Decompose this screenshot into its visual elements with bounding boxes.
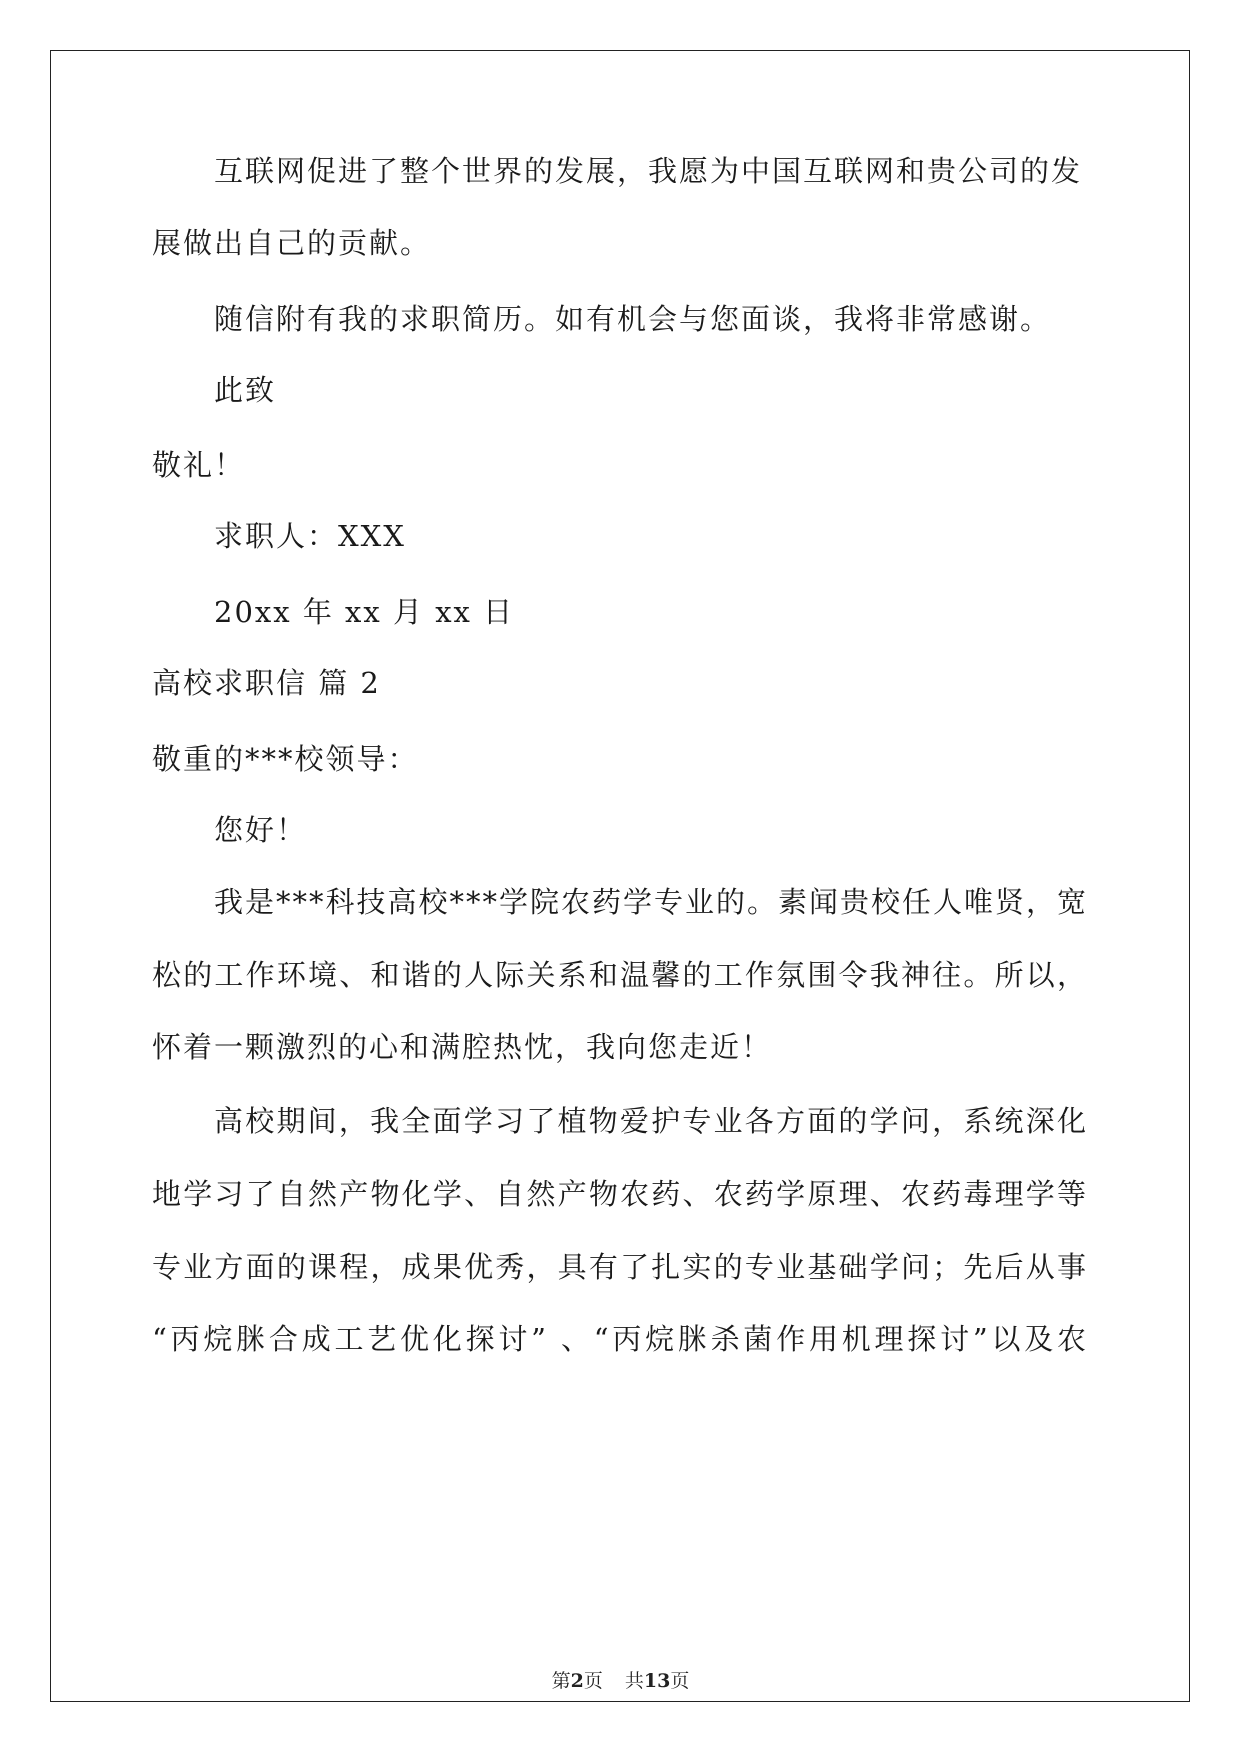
page-border [50,50,1190,1702]
closing-salutation: 此致 [214,373,277,407]
page-prefix: 第 [551,1670,571,1692]
paragraph-line-17: “丙烷脒合成工艺优化探讨” 、“丙烷脒杀菌作用机理探讨”以及农 [152,1322,1088,1356]
paragraph-line-16: 专业方面的课程，成果优秀，具有了扎实的专业基础学问；先后从事 [152,1250,1088,1284]
paragraph-line-3: 随信附有我的求职简历。如有机会与您面谈，我将非常感谢。 [214,302,1052,336]
paragraph-line-15: 地学习了自然产物化学、自然产物农药、农药学原理、农药毒理学等 [152,1177,1088,1211]
section-heading: 高校求职信 篇 2 [152,666,381,700]
greeting-hello: 您好！ [214,813,308,847]
page-footer [0,1669,1241,1693]
paragraph-line-13: 怀着一颗激烈的心和满腔热忱，我向您走近！ [152,1030,773,1064]
letter-date: 20xx 年 xx 月 xx 日 [214,595,515,629]
applicant-signature: 求职人：XXX [214,519,406,553]
total-pages: 13 [643,1670,671,1692]
paragraph-line-2: 展做出自己的贡献。 [152,226,432,260]
paragraph-line-14: 高校期间，我全面学习了植物爱护专业各方面的学问，系统深化 [214,1104,1088,1138]
closing-regards: 敬礼！ [152,448,246,482]
paragraph-line-11: 我是***科技高校***学院农药学专业的。素闻贵校任人唯贤，宽 [214,885,1089,919]
letter-greeting: 敬重的***校领导： [152,742,419,776]
paragraph-line-1: 互联网促进了整个世界的发展，我愿为中国互联网和贵公司的发 [214,154,1083,188]
page-suffix: 页 [583,1670,603,1692]
total-prefix: 共 [624,1670,644,1692]
paragraph-line-12: 松的工作环境、和谐的人际关系和温馨的工作氛围令我神往。所以， [152,958,1088,992]
page-number: 2 [570,1670,584,1692]
total-suffix: 页 [670,1670,690,1692]
